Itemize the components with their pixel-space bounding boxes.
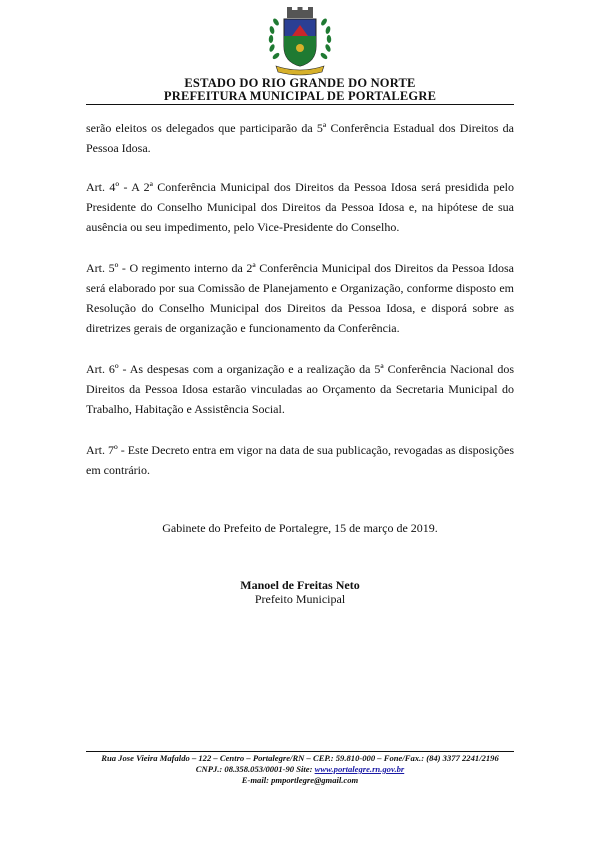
left-laurel [268,17,280,60]
article-4: Art. 4º - A 2ª Conferência Municipal dos Direitos da Pessoa Idosa será presidida pelo Presidente do Conselho Municipal dos Direitos da Pessoa Idosa e, na hipótese de sua ausência ou seu impedimento, pelo Vice-Presidente do Conselho. [86,180,514,234]
article-6: Art. 6º - As despesas com a organização e a realização da 5ª Conferência Nacional dos Direitos da Pessoa Idosa estarão vinculadas ao Orçamento da Secretaria Municipal do Trabalho, Habitação e Assistência Social. [86,362,514,416]
mural-crown [287,7,313,18]
footer-divider [86,751,514,752]
signatory-title: Prefeito Municipal [254,592,346,606]
right-palm [320,17,332,60]
footer-site-link[interactable]: www.portalegre.rn.gov.br [314,764,405,774]
footer-cnpj-site [0,764,600,775]
paragraph-continuation: serão eleitos os delegados que participarão da 5ª Conferência Estadual dos Direitos da Pessoa Idosa. [86,121,514,155]
decree-body [86,118,514,501]
footer-email: E-mail: pmportlegre@gmail.com [241,775,359,785]
footer-address: Rua Jose Vieira Mafaldo – 122 – Centro – Portalegre/RN – CEP.: 59.810-000 – Fone/Fax.: (84) 3377 2241/2196 [101,753,499,763]
document-header [0,77,600,103]
header-state: ESTADO DO RIO GRANDE DO NORTE [184,76,416,90]
municipal-coat-of-arms-icon [262,6,338,76]
footer-cnpj: CNPJ.: 08.358.053/0001-90 Site: [195,764,315,774]
header-divider [86,104,514,105]
document-footer [0,753,600,786]
closing-place-date: Gabinete do Prefeito de Portalegre, 15 de março de 2019. [162,521,438,535]
article-5: Art. 5º - O regimento interno da 2ª Conferência Municipal dos Direitos da Pessoa Idosa será elaborado por sua Comissão de Planejamento e Organização, conforme disposto em Resolução do Conselho Municipal dos Direitos da Pessoa Idosa, e disporá sobre as diretrizes gerais de organização e funcionamento da Conferência. [86,261,514,335]
signatory-name: Manoel de Freitas Neto [240,578,360,592]
header-prefecture: PREFEITURA MUNICIPAL DE PORTALEGRE [163,89,437,103]
article-7: Art. 7º - Este Decreto entra em vigor na data de sua publicação, revogadas as disposições em contrário. [86,443,514,477]
signature-block [0,578,600,606]
